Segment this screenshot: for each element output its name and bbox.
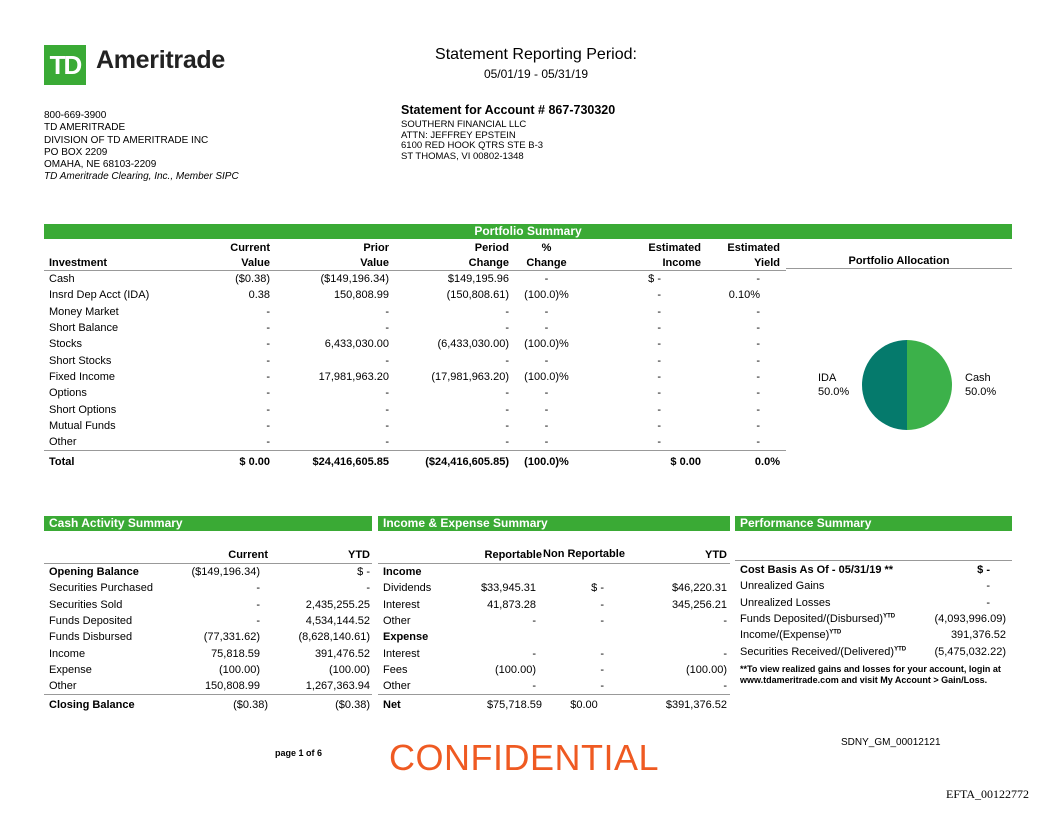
portfolio-table (44, 239, 786, 473)
cash-row (44, 645, 372, 661)
cell: 345,256.21 (671, 598, 727, 611)
cell: - (385, 403, 389, 416)
performance-row (735, 611, 1012, 627)
performance-label: Unrealized Losses (740, 596, 831, 609)
col-header (44, 239, 194, 254)
cell: (77,331.62) (203, 631, 260, 644)
pie-slice-cash (907, 340, 952, 430)
portfolio-allocation-title: Portfolio Allocation (786, 255, 1012, 269)
cash-row (44, 678, 372, 695)
income-row (378, 564, 730, 581)
col-header (378, 533, 468, 564)
cell: - (626, 678, 730, 695)
cell: - (366, 582, 370, 595)
portfolio-row (44, 304, 786, 320)
cell (626, 564, 730, 581)
cell: Expense (49, 663, 92, 676)
cell: Other (44, 434, 194, 451)
cell: - (266, 322, 270, 335)
account-address-line: SOUTHERN FINANCIAL LLC (401, 119, 527, 130)
cell: Short Balance (49, 322, 119, 335)
cash-row (44, 597, 372, 613)
cell: - (544, 305, 549, 318)
cell (468, 564, 542, 581)
portfolio-row (44, 369, 786, 385)
cell: 6,433,030.00 (324, 338, 389, 351)
cell: - (385, 305, 389, 318)
portfolio-row (44, 401, 786, 417)
col-header: Change (509, 254, 584, 271)
cell: - (600, 647, 604, 660)
cell: Options (49, 387, 87, 400)
cash-row (44, 629, 372, 645)
cell: - (266, 370, 270, 383)
cell: Total (49, 456, 75, 469)
cash-activity-bar (44, 516, 372, 531)
cell: ($24,416,605.85) (425, 456, 509, 469)
cell: - (266, 403, 270, 416)
cell: Securities Sold (49, 598, 123, 611)
col-header: % (541, 242, 552, 254)
cell: Closing Balance (49, 699, 135, 712)
cell: 0.0% (754, 456, 780, 469)
cell: 391,476.52 (314, 647, 370, 660)
td-logo (44, 45, 86, 85)
cell: - (657, 403, 661, 416)
cell (542, 629, 626, 645)
col-header: Investment (44, 254, 194, 271)
performance-label: Securities Received/(Delivered) (740, 645, 895, 658)
income-row (378, 597, 730, 613)
col-header: YTD (268, 533, 372, 564)
performance-row (735, 643, 1012, 659)
performance-title: Performance Summary (740, 516, 872, 530)
col-header: Prior (363, 242, 389, 254)
cell: - (266, 305, 270, 318)
period-title: Statement Reporting Period: (435, 46, 637, 63)
cell: 1,267,363.94 (268, 678, 372, 695)
income-row (378, 678, 730, 695)
page-number: page 1 of 6 (275, 748, 323, 758)
cell: (5,475,032.22) (934, 645, 1006, 658)
col-header: Estimated (727, 242, 780, 254)
cell: (100.00) (686, 663, 727, 676)
cell: - (723, 615, 727, 628)
cell (735, 627, 925, 643)
cash-row (44, 580, 372, 596)
cell: Other (383, 615, 411, 628)
cell: ($0.38) (335, 699, 370, 712)
account-title: Statement for Account # 867-730320 (401, 103, 616, 117)
ytd-superscript: YTD (894, 645, 907, 652)
cell: Opening Balance (49, 566, 139, 579)
col-header (44, 533, 184, 564)
cell: - (505, 322, 509, 335)
cell: $ - (357, 566, 370, 579)
cell: (100.0)% (524, 370, 569, 383)
cell: Fees (383, 663, 408, 676)
portfolio-summary-title: Portfolio Summary (474, 224, 582, 238)
performance-row (735, 562, 1012, 578)
firm-address (44, 110, 239, 184)
col-header: Current (230, 242, 270, 254)
cell: - (986, 596, 990, 609)
firm-line: OMAHA, NE 68103-2209 (44, 159, 157, 171)
cell: Interest (383, 598, 420, 611)
cell (468, 629, 542, 645)
cell: 75,818.59 (211, 647, 260, 660)
income-row (378, 645, 730, 661)
cell: $149,195.96 (447, 273, 509, 286)
period-dates: 05/01/19 - 05/31/19 (483, 67, 589, 81)
cell: - (385, 387, 389, 400)
cell: - (505, 387, 509, 400)
portfolio-row (44, 418, 786, 434)
portfolio-row (44, 336, 786, 352)
cell: - (532, 615, 536, 628)
cell: Money Market (49, 305, 119, 318)
col-header: Change (389, 254, 509, 271)
pie-label-name: Cash (965, 372, 991, 384)
cell: - (657, 419, 661, 432)
cell: - (657, 387, 661, 400)
cash-row (44, 613, 372, 629)
cell: - (657, 338, 661, 351)
portfolio-total-row (44, 451, 786, 474)
cell: - (657, 354, 661, 367)
cell: - (509, 434, 584, 451)
cell: 17,981,963.20 (318, 370, 389, 383)
cell: (100.00) (219, 663, 260, 676)
cell: ($0.38) (233, 699, 268, 712)
cell: - (544, 419, 549, 432)
income-expense-bar (378, 516, 730, 531)
income-row (378, 613, 730, 629)
cell: $24,416,605.85 (312, 456, 389, 469)
cell (735, 595, 925, 611)
ytd-superscript: YTD (829, 629, 842, 636)
cell: 4,534,144.52 (305, 615, 370, 628)
cell: - (266, 387, 270, 400)
performance-row (735, 595, 1012, 611)
cell: - (756, 354, 760, 367)
cell: - (256, 598, 260, 611)
cell: (100.0)% (524, 338, 569, 351)
cell: - (194, 434, 270, 451)
cell: $33,945.31 (480, 582, 536, 595)
pie-label-cash (965, 371, 996, 399)
cash-row (44, 564, 372, 581)
cell: $75,718.59 (486, 699, 542, 712)
cell: - (468, 678, 542, 695)
cell: Cash (49, 273, 75, 286)
cell: - (544, 273, 549, 286)
cell: $0.00 (570, 699, 598, 712)
cell (735, 643, 925, 659)
td-logo-text: TD (49, 50, 81, 80)
portfolio-summary-bar (44, 224, 1012, 239)
performance-label: Unrealized Gains (740, 580, 825, 593)
cell: 391,376.52 (950, 629, 1006, 642)
cell: 0.38 (248, 289, 270, 302)
col-header: Current (184, 533, 268, 564)
cell: - (986, 580, 990, 593)
cell: Securities Purchased (49, 582, 153, 595)
cell: - (600, 615, 604, 628)
performance-row (735, 578, 1012, 594)
cell: - (544, 322, 549, 335)
cell: Short Stocks (49, 354, 112, 367)
cell (542, 564, 626, 581)
cell: Net (383, 699, 401, 712)
cell: - (256, 615, 260, 628)
cell: - (756, 322, 760, 335)
cell: Short Options (49, 403, 117, 416)
performance-label: Income/(Expense) (740, 629, 830, 642)
cell: Other (44, 678, 184, 695)
cell: 150,808.99 (333, 289, 389, 302)
income-expense-table (378, 533, 730, 715)
cell (626, 629, 730, 645)
cell: - (584, 434, 701, 451)
cell: $ 0.00 (670, 456, 701, 469)
cell: Interest (383, 647, 420, 660)
cell: - (756, 370, 760, 383)
cell: $391,376.52 (665, 699, 727, 712)
ytd-superscript: YTD (883, 613, 896, 620)
cell: - (532, 647, 536, 660)
account-address-line: ATTN: JEFFREY EPSTEIN (401, 129, 516, 141)
cell: Expense (383, 631, 429, 644)
col-header: Value (270, 254, 389, 271)
portfolio-row (44, 434, 786, 451)
cell: Other (378, 678, 468, 695)
performance-label: Funds Deposited/(Disbursed) (740, 613, 884, 626)
cell: - (544, 403, 549, 416)
cell: - (756, 403, 760, 416)
cash-activity-title: Cash Activity Summary (49, 516, 183, 530)
cell: - (505, 305, 509, 318)
account-address-line: 6100 RED HOOK QTRS STE B-3 (401, 140, 544, 151)
cell: ($149,196.34) (191, 566, 260, 579)
cell: Funds Disbursed (49, 631, 133, 644)
cell: - (266, 338, 270, 351)
cell: - (756, 273, 760, 286)
cell (735, 578, 925, 594)
cell: Dividends (383, 582, 432, 595)
cell: - (266, 419, 270, 432)
cell: (150,808.61) (446, 289, 509, 302)
portfolio-row (44, 320, 786, 336)
income-row (378, 629, 730, 645)
cell: - (756, 305, 760, 318)
col-header: YTD (626, 533, 730, 564)
bates-number-sdny: SDNY_GM_00012121 (841, 737, 941, 748)
cell: - (505, 403, 509, 416)
cell: - (657, 322, 661, 335)
cell: - (600, 598, 604, 611)
cell: - (505, 419, 509, 432)
cell: (8,628,140.61) (298, 631, 370, 644)
cash-row (44, 662, 372, 678)
cell: $ 0.00 (239, 456, 270, 469)
cell: ($149,196.34) (320, 273, 389, 286)
cell: - (657, 289, 661, 302)
performance-row (735, 627, 1012, 643)
cell: (100.0)% (524, 289, 569, 302)
cell: - (756, 387, 760, 400)
firm-line: PO BOX 2209 (44, 146, 108, 158)
cell: - (542, 678, 626, 695)
cell: Stocks (49, 338, 83, 351)
cell: - (266, 354, 270, 367)
cell: - (544, 354, 549, 367)
cell (735, 611, 925, 627)
portfolio-header-top (44, 239, 786, 254)
firm-line: 800-669-3900 (44, 110, 107, 121)
cash-header-row (44, 533, 372, 564)
performance-bar (735, 516, 1012, 531)
cell: $46,220.31 (671, 582, 727, 595)
cell: - (723, 647, 727, 660)
cell: 41,873.28 (487, 598, 536, 611)
firm-sipc: TD Ameritrade Clearing, Inc., Member SIPC (44, 171, 239, 183)
account-address (401, 120, 543, 162)
cell: - (270, 434, 389, 451)
performance-divider (735, 560, 1012, 561)
confidential-stamp: CONFIDENTIAL (389, 737, 660, 778)
performance-label: Cost Basis As Of - 05/31/19 ** (740, 564, 894, 577)
cell: ($0.38) (235, 273, 270, 286)
portfolio-row (44, 287, 786, 303)
col-header: Period (474, 242, 509, 254)
cell: - (544, 387, 549, 400)
brand-name: Ameritrade (96, 46, 225, 74)
pie-label-pct: 50.0% (965, 386, 997, 398)
cell: Insrd Dep Acct (IDA) (49, 289, 150, 302)
col-header: Value (194, 254, 270, 271)
portfolio-header-bottom (44, 254, 786, 271)
cell: Funds Deposited (49, 615, 133, 628)
col-header: Reportable (468, 533, 542, 564)
portfolio-row (44, 352, 786, 368)
net-row (378, 695, 730, 716)
cash-activity-table (44, 533, 372, 715)
cell: 150,808.99 (184, 678, 268, 695)
firm-line: TD AMERITRADE (44, 122, 126, 134)
cell: Fixed Income (49, 370, 116, 383)
cell: (100.00) (329, 663, 370, 676)
cell: Income (49, 647, 86, 660)
col-header: Estimated (648, 242, 701, 254)
income-row (378, 580, 730, 596)
cell: - (385, 354, 389, 367)
income-row (378, 662, 730, 678)
cell: (4,093,996.09) (934, 613, 1006, 626)
cell: (17,981,963.20) (431, 370, 509, 383)
cell: - (385, 419, 389, 432)
cell: 2,435,255.25 (305, 598, 370, 611)
cell: - (756, 419, 760, 432)
pie-label-ida (818, 371, 849, 399)
cell: 0.10% (728, 289, 760, 302)
portfolio-row (44, 271, 786, 288)
cell: $ - (977, 564, 990, 577)
cell: - (657, 370, 661, 383)
cell: - (701, 434, 786, 451)
closing-balance-row (44, 695, 372, 716)
cell: - (505, 354, 509, 367)
cell: (6,433,030.00) (437, 338, 509, 351)
cell: (100.00) (495, 663, 536, 676)
cell: - (389, 434, 509, 451)
portfolio-row (44, 385, 786, 401)
allocation-pie (862, 340, 952, 430)
cell: Mutual Funds (49, 419, 116, 432)
cell: $ - (591, 582, 604, 595)
cell: - (756, 338, 760, 351)
account-address-line: ST THOMAS, VI 00802-1348 (401, 150, 524, 162)
cell: $ - (648, 273, 661, 286)
col-header: Non Reportable (542, 533, 626, 564)
income-header-row (378, 533, 730, 564)
cell: (100.0)% (524, 456, 569, 469)
cell: - (657, 305, 661, 318)
performance-note: **To view realized gains and losses for your account, login at www.tdameritrade.com and visit My Account > Gain/Loss. (740, 664, 1001, 685)
bates-number-efta: EFTA_00122772 (946, 787, 1030, 801)
cell (735, 562, 925, 578)
performance-table (735, 562, 1012, 660)
pie-label-name: IDA (818, 372, 837, 384)
income-expense-title: Income & Expense Summary (383, 516, 548, 530)
col-header: Yield (701, 254, 786, 271)
pie-slice-ida (862, 340, 907, 430)
cell: Income (383, 566, 422, 579)
firm-line: DIVISION OF TD AMERITRADE INC (44, 134, 209, 146)
cell: - (385, 322, 389, 335)
pie-label-pct: 50.0% (818, 386, 850, 398)
cell: - (600, 663, 604, 676)
col-header: Income (584, 254, 701, 271)
cell: - (256, 582, 260, 595)
